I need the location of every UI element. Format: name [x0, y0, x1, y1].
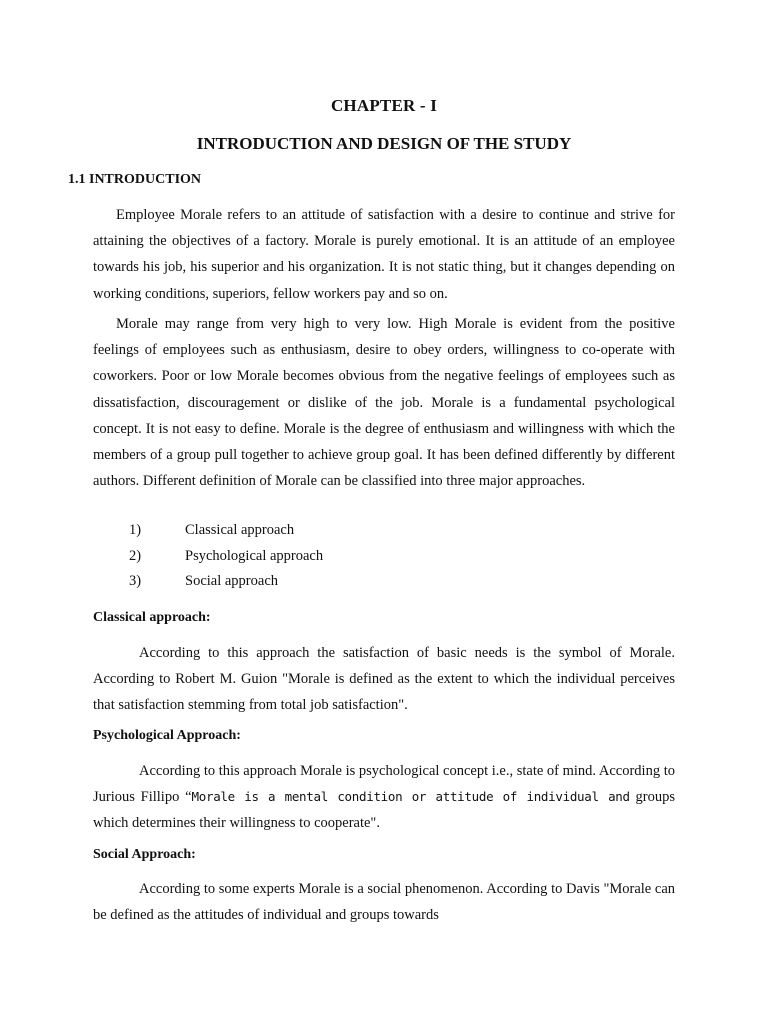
list-item	[93, 548, 675, 574]
list-item-label: Classical approach	[185, 522, 295, 538]
list-item-label: Psychological approach	[185, 547, 324, 564]
chapter-label: CHAPTER - I	[330, 96, 438, 115]
social-approach-heading: Social Approach:	[93, 847, 196, 862]
chapter-title: INTRODUCTION AND DESIGN OF THE STUDY	[196, 134, 572, 153]
social-approach-text: According to some experts Morale is a social phenomenon. According to Davis "Morale can be defined as the attitudes of individual and groups towards	[93, 881, 675, 924]
psychological-approach-heading: Psychological Approach:	[93, 728, 241, 743]
list-item	[93, 573, 675, 599]
psychological-approach-text	[93, 758, 675, 837]
approaches-list	[93, 522, 675, 599]
classical-approach-text: According to this approach the satisfaction of basic needs is the symbol of Morale. According to Robert M. Guion "Morale is defined as the extent to which the individual perceives that satisfaction stemming from total job satisfaction".	[93, 645, 675, 714]
list-item-number: 3)	[129, 573, 142, 589]
intro-paragraph-2: Morale may range from very high to very low. High Morale is evident from the positive feelings of employees such as enthusiasm, desire to obey orders, willingness to co-operate with coworkers. Poor or low Morale becomes obvious from the negative feelings of employees such as dissatisfaction, discouragement or dislike of the job. Morale is a fundamental psychological concept. It is not easy to define. Morale is the degree of enthusiasm and willingness with which the members of a group pull together to achieve group goal. It has been defined differently by different authors. Different definition of Morale can be classified into three major approaches.	[93, 316, 675, 490]
intro-paragraph-1: Employee Morale refers to an attitude of satisfaction with a desire to continue and strive for attaining the objectives of a factory. Morale is purely emotional. It is an attitude of an employee towards his job, his superior and his organization. It is not static thing, but it changes depending on working conditions, superiors, fellow workers pay and so on.	[93, 207, 675, 302]
psychological-quote: Morale is a mental condition or attitude of individual and	[191, 789, 630, 805]
section-heading: 1.1 INTRODUCTION	[68, 172, 202, 187]
psychological-text-end: groups which determines their willingness to cooperate".	[93, 789, 675, 832]
list-item-number: 2)	[129, 547, 142, 564]
psychological-text-start: According to this approach Morale is psychological concept i.e., state of mind. According to Jurious Fillipo “	[93, 763, 675, 806]
list-item-number: 1)	[129, 522, 142, 538]
list-item	[93, 522, 675, 548]
classical-approach-heading: Classical approach:	[93, 610, 211, 625]
list-item-label: Social approach	[185, 573, 279, 589]
